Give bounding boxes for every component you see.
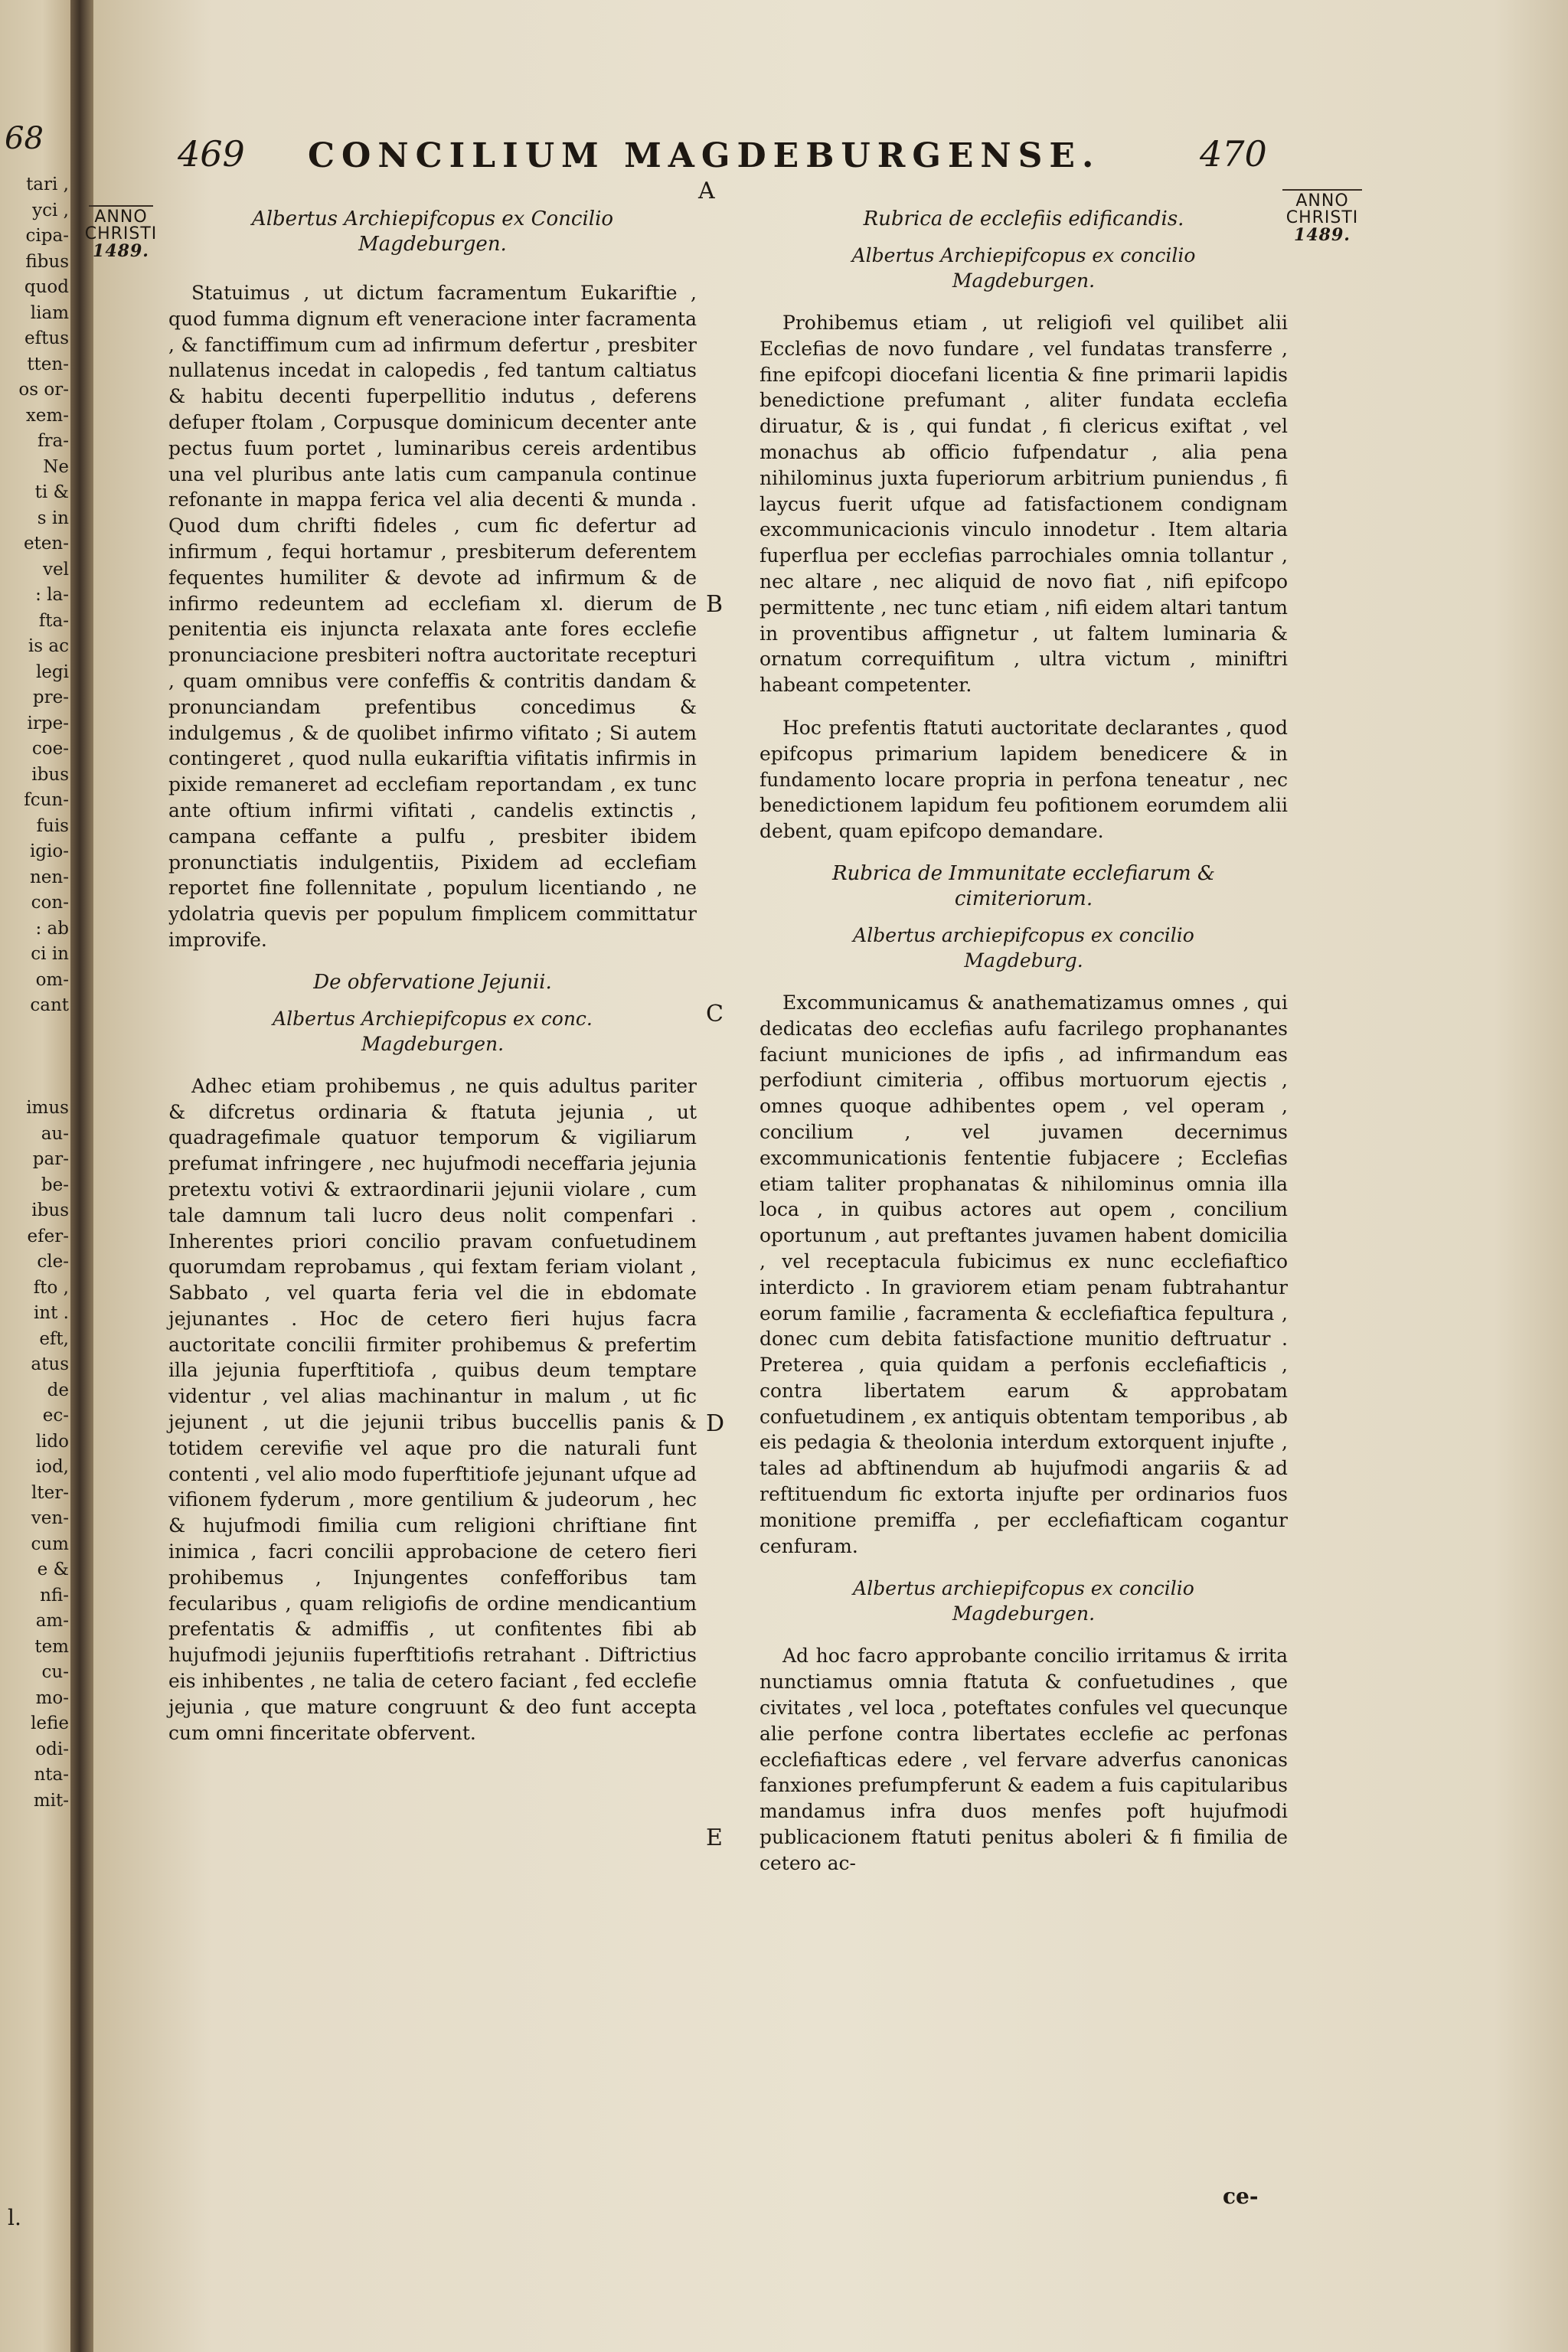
- previous-page-line: tem: [34, 1636, 69, 1657]
- previous-page-line: fta-: [38, 610, 69, 631]
- previous-page-line: cipa-: [25, 226, 69, 246]
- left-column: [168, 207, 697, 1762]
- previous-page-line: nta-: [34, 1765, 69, 1785]
- previous-page-line: fto ,: [33, 1277, 69, 1298]
- anno-label: ANNO: [94, 207, 148, 227]
- previous-page-line: int .: [33, 1303, 69, 1323]
- previous-page-line: imus: [26, 1098, 69, 1118]
- previous-page-line: mo-: [35, 1687, 69, 1708]
- section-letter-d: D: [706, 1410, 725, 1437]
- previous-page-line: par-: [32, 1149, 69, 1169]
- anno-label: ANNO: [1295, 191, 1349, 211]
- previous-page-text-fragments: [3, 172, 69, 1814]
- previous-page-line: yci ,: [32, 200, 69, 220]
- previous-page-line: mit-: [33, 1790, 69, 1811]
- rubric-heading: Rubrica de ecclefiis edificandis.: [863, 207, 1184, 230]
- previous-page-line: ec-: [42, 1406, 69, 1426]
- section-letter-a: A: [698, 178, 715, 204]
- paragraph: Excommunicamus & anathematizamus omnes , qui dedicatas deo ecclefias aufu facrilego prophanantes faciunt municiones de ipfis , ad infirmandum eas perfodiunt cimiteria , offibus mortuorum ejectis , omnes quoque adhibentes opem , vel operam , concilium , vel juvamen decernimus excommunicationis fententie fubjacere ; Ecclefias etiam taliter prophanatas & nihilominus omnia illa loca , in quibus actores aut opem , concilium oportunum , aut preftantes juvamen habent domicilia , vel receptacula fubicimus ex nunc ecclefiaftico interdicto . In graviorem etiam penam fubtrahantur eorum familie , facramenta & ecclefiaftica fepultura , donec cum debita fatisfactione munitio deftruatur . Preterea , quia quidam a perfonis ecclefiafticis , contra libertatem earum & approbatam confuetudinem , ex antiquis obtentam temporibus , ab eis pedagia & theolonia interdum extorquent injufte , tales ad abftinendum ab hujufmodi angariis & ad reftituendum fic extorta injufte per ordinarios fuos monitione premiffa , per ecclefiafticam cogantur cenfuram.: [760, 991, 1288, 1557]
- previous-page-line: : la-: [35, 585, 69, 605]
- subheading: Albertus Archiepifcopus ex conc. Magdeburgen.: [273, 1007, 593, 1055]
- section-letter-e: E: [706, 1824, 723, 1851]
- subheading: Albertus archiepifcopus ex concilio Magdeburg.: [853, 923, 1194, 972]
- previous-page-line: ven-: [31, 1508, 69, 1528]
- previous-page-bottom-mark: l.: [8, 2205, 21, 2230]
- margin-year-right: [1276, 189, 1368, 243]
- previous-page-line: Ne: [43, 456, 69, 477]
- paragraph: Adhec etiam prohibemus , ne quis adultus pariter & difcretus ordinaria & ftatuta jejunia , ut quadragefimale quatuor temporum & vigiliarum prefumat infringere , nec hujufmodi neceffaria jejunia pretextu votivi & extraordinarii jejunii violare , cum tale damnum tali lucro deus nolit compenfari . Inherentes priori concilio pravam confuetudinem quorumdam reprobamus , qui fextam feriam violant , Sabbato , vel quarta feria vel die in ebdomate jejunantes . Hoc de cetero fieri hujus facra auctoritate concilii firmiter prohibemus & prefertim illa jejunia fuperftitiofa , quibus deum temptare videntur , vel alias machinantur in malum , ut fic jejunent , ut die jejunii tribus buccellis panis & totidem cerevifie vel aque pro die naturali funt contenti , vel alio modo fuperftitiofe jejunant ufque ad vifionem fyderum , more gentilium & judeorum , hec & hujufmodi fimilia cum religioni chriftiane fint inimica , facri concilii approbacione de cetero fieri prohibemus , Injungentes confefforibus tam fecularibus , quam religiofis de ordine mendicantium prefentatis & admiffis , ut confitentes fibi ab hujufmodi jejuniis fuperftitiofis retrahant . Diftrictius eis inhibentes , ne talia de cetero faciant , fed ecclefie jejunia , que mature congruunt & deo funt accepta cum omni finceritate obfervent.: [168, 1074, 697, 1744]
- previous-page-line: cle-: [37, 1252, 69, 1272]
- previous-page-edge: [0, 0, 70, 2352]
- previous-page-line: nfi-: [40, 1585, 69, 1606]
- previous-page-line: pre-: [32, 688, 69, 707]
- previous-page-line: am-: [35, 1611, 69, 1631]
- previous-page-line: [3, 1044, 69, 1070]
- previous-page-line: lefie: [31, 1713, 69, 1733]
- running-head-title: CONCILIUM MAGDEBURGENSE.: [308, 136, 1101, 175]
- right-column: [760, 207, 1288, 1893]
- previous-page-line: fibus: [25, 251, 69, 272]
- paragraph: Prohibemus etiam , ut religiofi vel quilibet alii Ecclefias de novo fundare , vel fundatas transferre , fine epifcopi diocefani licentia & fine primarii lapidis benedictione prefumant , aliter fundata ecclefia diruatur, & is , qui fundat , fi clericus exiftat , vel monachus ab officio fufpendatur , alia pena nihilominus juxta fuperiorum arbitrium puniendus , fi laycus fuerit ufque ad fatisfactionem condignam excommunicacionis vinculo innodetur . Item altaria fuperflua per ecclefias parrochiales omnia tollantur , nec altare , nec aliquid de novo fiat , nifi epifcopo permittente , nec tunc etiam , nifi eidem altari tantum in proventibus affignetur , ut faltem luminaria & ornatum correquifitum , ultra victum , miniftri habeant competenter.: [760, 312, 1288, 697]
- rubric-heading: De obfervatione Jejunii.: [313, 970, 552, 994]
- christi-label: CHRISTI: [1285, 208, 1359, 227]
- previous-page-line: xem-: [25, 405, 69, 426]
- book-gutter: [70, 0, 93, 2352]
- previous-page-line: eten-: [23, 534, 69, 554]
- previous-page-line: [3, 1019, 69, 1045]
- previous-page-line: ti &: [34, 482, 69, 502]
- previous-page-line: au-: [41, 1123, 69, 1144]
- previous-page-line: fra-: [38, 431, 69, 451]
- christi-label: CHRISTI: [84, 224, 158, 243]
- previous-page-line: efer-: [27, 1226, 69, 1246]
- rubric-heading: Rubrica de Immunitate ecclefiarum & cimiteriorum.: [831, 861, 1216, 910]
- paragraph: Hoc prefentis ftatuti auctoritate declarantes , quod epifcopus primarium lapidem benedicere & in fundamento locare propria in perfona teneatur , nec benedictionem lapidum feu pofitionem eorumdem alii debent, quam epifcopo demandare.: [760, 716, 1288, 843]
- subheading: Albertus archiepifcopus ex concilio Magdeburgen.: [853, 1577, 1194, 1625]
- previous-page-line: os or-: [18, 380, 69, 400]
- previous-page-line: be-: [41, 1174, 69, 1195]
- previous-page-line: con-: [31, 893, 69, 913]
- previous-page-number: 68: [5, 121, 44, 156]
- previous-page-line: ibus: [31, 764, 69, 785]
- previous-page-line: odi-: [35, 1739, 69, 1759]
- previous-page-line: s in: [37, 508, 69, 528]
- previous-page-line: liam: [30, 302, 69, 323]
- previous-page-line: fcun-: [24, 790, 69, 810]
- previous-page-line: de: [47, 1380, 69, 1400]
- anno-year: 1489.: [93, 241, 149, 261]
- previous-page-line: is ac: [28, 636, 69, 656]
- previous-page-line: om-: [35, 969, 69, 990]
- previous-page-line: e &: [37, 1560, 69, 1579]
- previous-page-line: igio-: [29, 841, 69, 861]
- previous-page-line: cant: [30, 995, 69, 1015]
- main-page: [84, 0, 1568, 2352]
- left-column-page-number: 469: [178, 133, 245, 175]
- paragraph: Statuimus , ut dictum facramentum Eukariftie , quod fumma dignum eft veneracione inter facramenta , & fanctiffimum cum ad infirmum defertur , presbiter nullatenus incedat in calopedis , fed tantum caltiatus & habitu decenti fuperpellitio indutus , deferens defuper ftolam , Corpusque dominicum decenter ante pectus fuum portet , luminaribus cereis ardentibus una vel pluribus ante latis cum campanula continue refonante in mappa ferica vel alia decenti & munda . Quod dum chrifti fideles , cum fic defertur ad infirmum , fequi hortamur , presbiterum deferentem fequentes humiliter & devote ad infirmum & de infirmo redeuntem ad ecclefiam xl. dierum de penitentia eis injuncta relaxata ante fores ecclefie pronunciacione presbiteri noftra auctoritate recepturi , quam omnibus vere confeffis & contritis dandam & pronunciandam prefentibus concedimus & indulgemus , & de quolibet infirmo vifitato ; Si autem contingeret , quod nulla eukariftia vifitatis infirmis in pixide remaneret ad ecclefiam reportandam , ex tunc ante oftium infirmi vifitati , candelis extinctis , campana ceffante a pulfu , presbiter ibidem pronunctiatis indulgentiis, Pixidem ad ecclefiam reportet fine follennitate , populum licentiando , ne ydolatria quevis per populum fimplicem committatur improvife.: [168, 282, 697, 951]
- margin-year-left: [83, 205, 159, 260]
- previous-page-line: nen-: [29, 867, 69, 887]
- previous-page-line: vel: [43, 559, 69, 580]
- previous-page-line: : ab: [35, 918, 69, 939]
- previous-page-line: tten-: [27, 354, 69, 374]
- previous-page-line: tari ,: [26, 175, 69, 194]
- running-head: [93, 129, 1568, 182]
- section-letter-c: C: [706, 1001, 724, 1027]
- previous-page-line: ci in: [31, 944, 69, 964]
- previous-page-line: lido: [35, 1431, 69, 1452]
- rubric-heading: Albertus Archiepifcopus ex Concilio Magdeburgen.: [251, 207, 614, 256]
- previous-page-line: atus: [31, 1354, 69, 1374]
- previous-page-line: iod,: [35, 1457, 69, 1477]
- previous-page-line: lter-: [31, 1482, 69, 1503]
- paragraph: Ad hoc facro approbante concilio irritamus & irrita nunctiamus omnia ftatuta & confuetudines , que civitates , vel loca , poteftates confules vel quecunque alie perfone contra libertates ecclefie ac perfonas ecclefiafticas edere , vel fervare adverfus canonicas fanxiones prefumpferunt & eadem a fuis capitularibus mandamus infra duos menfes poft hujufmodi publicacionem ftatuti penitus aboleri & fi fimilia de cetero ac-: [760, 1645, 1288, 1874]
- catchword: ce-: [1223, 2184, 1259, 2209]
- previous-page-line: cu-: [41, 1662, 69, 1682]
- previous-page-line: [3, 1070, 69, 1096]
- previous-page-line: eft,: [39, 1328, 69, 1349]
- previous-page-line: ibus: [31, 1200, 69, 1220]
- right-column-page-number: 470: [1200, 133, 1267, 175]
- margin-rule: [1282, 189, 1362, 191]
- previous-page-line: coe-: [31, 739, 69, 759]
- previous-page-line: cum: [31, 1534, 69, 1554]
- previous-page-line: fuis: [36, 815, 69, 836]
- anno-year: 1489.: [1294, 225, 1351, 245]
- section-letter-b: B: [706, 591, 724, 618]
- previous-page-line: quod: [24, 277, 69, 297]
- previous-page-line: legi: [35, 662, 69, 682]
- margin-rule: [89, 205, 153, 207]
- subheading: Albertus Archiepifcopus ex concilio Magdeburgen.: [851, 244, 1196, 292]
- previous-page-line: eftus: [24, 328, 69, 348]
- previous-page-line: irpe-: [27, 713, 69, 733]
